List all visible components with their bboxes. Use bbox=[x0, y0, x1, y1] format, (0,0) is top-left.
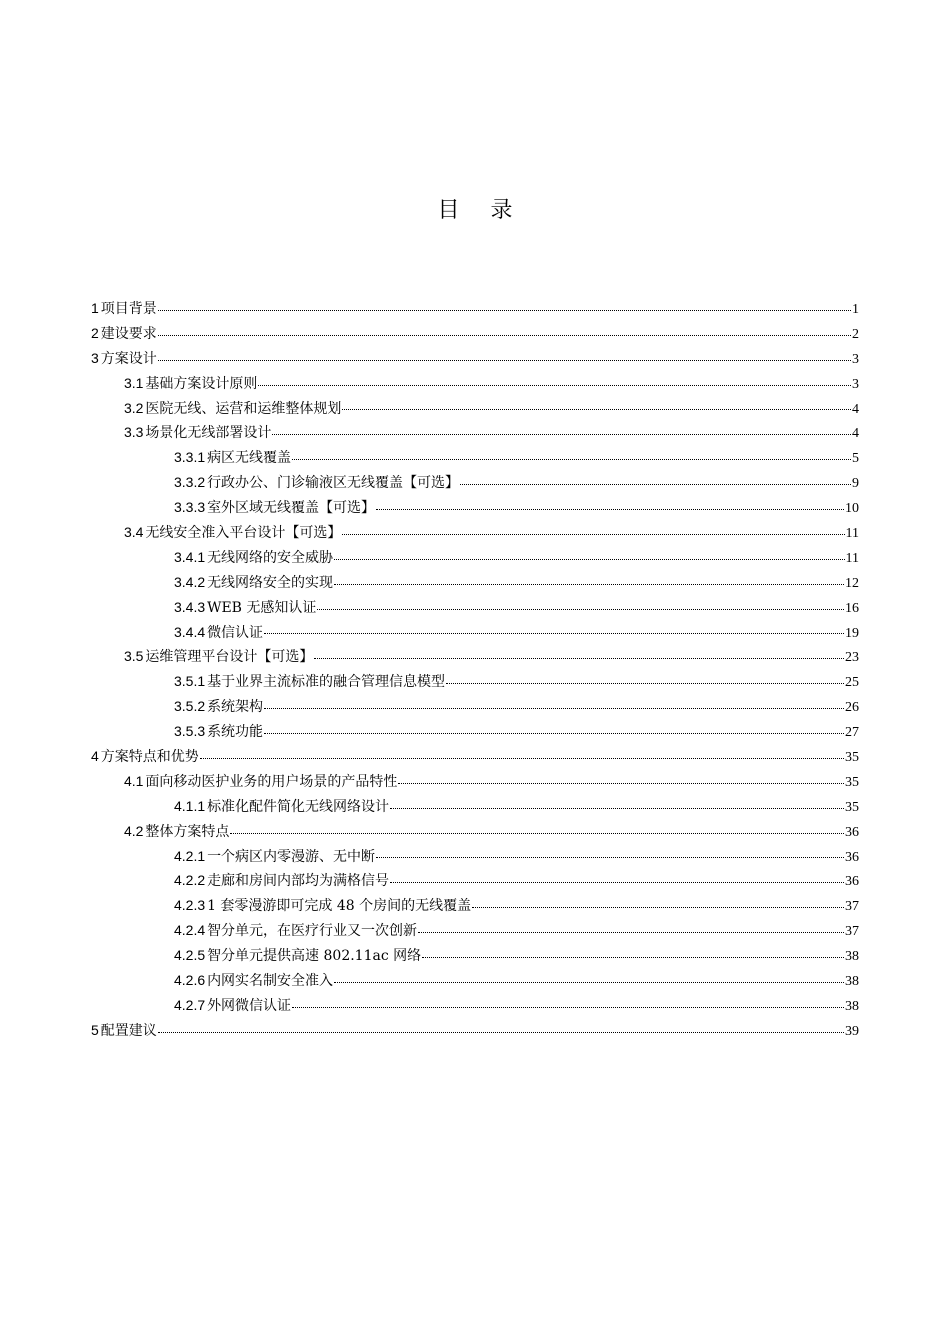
toc-entry-label: 外网微信认证 bbox=[207, 997, 292, 1014]
toc-entry-number: 3.4.2 bbox=[174, 573, 206, 590]
toc-dot-leader bbox=[317, 609, 844, 610]
toc-entry[interactable] bbox=[91, 993, 859, 1018]
toc-entry[interactable] bbox=[91, 893, 859, 918]
toc-dot-leader bbox=[342, 534, 844, 535]
toc-entry-label: 方案设计 bbox=[100, 350, 157, 367]
toc-entry-label: 项目背景 bbox=[100, 301, 157, 317]
toc-entry[interactable] bbox=[91, 495, 859, 520]
toc-entry-number: 4.2 bbox=[124, 822, 144, 839]
toc-entry-page-number: 26 bbox=[845, 700, 859, 716]
toc-entry[interactable] bbox=[91, 644, 859, 669]
toc-dot-leader bbox=[334, 584, 844, 585]
toc-entry-number: 3.4 bbox=[124, 524, 144, 541]
toc-entry[interactable] bbox=[91, 321, 859, 346]
toc-entry-number: 4.2.1 bbox=[174, 847, 206, 864]
toc-entry-page-number: 35 bbox=[845, 799, 859, 815]
toc-entry[interactable] bbox=[91, 819, 859, 844]
toc-entry-page-number: 36 bbox=[845, 824, 859, 840]
toc-entry-label: WEB 无感知认证 bbox=[207, 599, 317, 616]
toc-entry[interactable] bbox=[91, 719, 859, 744]
toc-entry-label: 面向移动医护业务的用户场景的产品特性 bbox=[145, 773, 398, 790]
toc-entry-label: 微信认证 bbox=[207, 624, 264, 641]
toc-entry-label: 无线安全准入平台设计【可选】 bbox=[145, 525, 342, 542]
toc-entry[interactable] bbox=[91, 570, 859, 595]
toc-entry-number: 4.2.7 bbox=[174, 996, 206, 1013]
toc-dot-leader bbox=[472, 907, 844, 908]
toc-entry[interactable] bbox=[91, 769, 859, 794]
toc-entry-label: 配置建议 bbox=[100, 1022, 157, 1039]
toc-dot-leader bbox=[446, 683, 844, 684]
toc-entry-page-number: 5 bbox=[852, 451, 859, 467]
toc-entry-page-number: 23 bbox=[845, 650, 859, 666]
toc-entry-label: 整体方案特点 bbox=[145, 823, 230, 840]
table-of-contents bbox=[91, 296, 859, 1043]
toc-dot-leader bbox=[258, 385, 851, 386]
toc-entry-number: 5 bbox=[91, 1021, 99, 1038]
toc-entry-page-number: 1 bbox=[852, 302, 859, 317]
toc-entry-number: 4.2.4 bbox=[174, 922, 206, 939]
toc-entry-page-number: 36 bbox=[845, 849, 859, 865]
toc-entry-page-number: 27 bbox=[845, 725, 859, 741]
toc-entry[interactable] bbox=[91, 694, 859, 719]
toc-entry[interactable] bbox=[91, 620, 859, 645]
toc-entry-number: 3.4.1 bbox=[174, 548, 206, 565]
toc-dot-leader bbox=[264, 733, 844, 734]
toc-entry-page-number: 38 bbox=[845, 998, 859, 1014]
toc-entry-label: 内网实名制安全准入 bbox=[207, 973, 334, 990]
toc-dot-leader bbox=[422, 957, 844, 958]
toc-dot-leader bbox=[200, 758, 844, 759]
toc-entry-page-number: 3 bbox=[852, 351, 859, 367]
toc-dot-leader bbox=[334, 982, 844, 983]
toc-entry-label: 1 套零漫游即可完成 48 个房间的无线覆盖 bbox=[207, 898, 472, 915]
toc-dot-leader bbox=[158, 360, 851, 361]
page-title: 目 录 bbox=[437, 198, 525, 223]
toc-entry-number: 3.5.1 bbox=[174, 673, 206, 690]
toc-dot-leader bbox=[342, 409, 851, 410]
toc-entry-page-number: 37 bbox=[845, 924, 859, 940]
toc-entry-label: 无线网络安全的实现 bbox=[207, 574, 334, 591]
toc-entry-number: 4.1.1 bbox=[174, 797, 206, 814]
toc-dot-leader bbox=[230, 833, 844, 834]
toc-entry-label: 行政办公、门诊输液区无线覆盖【可选】 bbox=[207, 475, 460, 492]
toc-entry[interactable] bbox=[91, 918, 859, 943]
toc-entry-number: 4.1 bbox=[124, 772, 144, 789]
toc-entry[interactable] bbox=[91, 968, 859, 993]
toc-dot-leader bbox=[264, 633, 844, 634]
toc-entry-number: 3.4.3 bbox=[174, 598, 206, 615]
toc-entry[interactable] bbox=[91, 545, 859, 570]
toc-entry-page-number: 16 bbox=[845, 600, 859, 616]
toc-dot-leader bbox=[390, 882, 844, 883]
toc-entry[interactable] bbox=[91, 868, 859, 893]
toc-entry-label: 标准化配件简化无线网络设计 bbox=[207, 798, 390, 815]
toc-entry-label: 系统功能 bbox=[207, 724, 264, 741]
toc-dot-leader bbox=[314, 658, 844, 659]
toc-entry-label: 方案特点和优势 bbox=[100, 749, 199, 766]
toc-dot-leader bbox=[376, 509, 844, 510]
toc-entry[interactable] bbox=[91, 371, 859, 396]
toc-entry-page-number: 3 bbox=[852, 376, 859, 392]
toc-entry-number: 3.3.3 bbox=[174, 499, 206, 516]
toc-entry-number: 4 bbox=[91, 748, 99, 765]
toc-entry-page-number: 11 bbox=[845, 526, 859, 542]
toc-entry-page-number: 35 bbox=[845, 750, 859, 766]
toc-entry-number: 3 bbox=[91, 349, 99, 366]
toc-dot-leader bbox=[418, 932, 844, 933]
toc-entry[interactable] bbox=[91, 595, 859, 620]
toc-entry-number: 3.4.4 bbox=[174, 623, 206, 640]
toc-entry-page-number: 35 bbox=[845, 774, 859, 790]
toc-entry-label: 医院无线、运营和运维整体规划 bbox=[145, 400, 342, 417]
toc-entry-number: 4.2.3 bbox=[174, 897, 206, 914]
toc-entry-page-number: 37 bbox=[845, 899, 859, 915]
toc-entry[interactable] bbox=[91, 296, 859, 321]
toc-entry[interactable] bbox=[91, 420, 859, 445]
toc-entry-number: 3.2 bbox=[124, 399, 144, 416]
toc-dot-leader bbox=[292, 459, 851, 460]
toc-entry-label: 运维管理平台设计【可选】 bbox=[145, 649, 314, 666]
toc-entry-number: 3.3 bbox=[124, 424, 144, 441]
toc-entry-number: 1 bbox=[91, 300, 99, 316]
toc-entry-label: 系统架构 bbox=[207, 699, 264, 716]
toc-entry-number: 3.5 bbox=[124, 648, 144, 665]
toc-entry-label: 智分单元，在医疗行业又一次创新 bbox=[207, 923, 418, 940]
toc-entry-number: 4.2.5 bbox=[174, 947, 206, 964]
toc-entry-page-number: 25 bbox=[845, 675, 859, 691]
toc-entry-number: 3.5.3 bbox=[174, 723, 206, 740]
toc-dot-leader bbox=[158, 1032, 844, 1033]
toc-entry-label: 建设要求 bbox=[100, 325, 157, 342]
toc-entry-label: 病区无线覆盖 bbox=[207, 450, 292, 467]
toc-entry-page-number: 4 bbox=[852, 426, 859, 442]
toc-entry[interactable] bbox=[91, 844, 859, 869]
toc-entry-label: 一个病区内零漫游、无中断 bbox=[207, 848, 376, 865]
toc-entry-number: 3.3.1 bbox=[174, 449, 206, 466]
toc-entry-page-number: 9 bbox=[852, 476, 859, 492]
toc-entry-number: 2 bbox=[91, 324, 99, 341]
toc-entry[interactable] bbox=[91, 470, 859, 495]
toc-entry-page-number: 19 bbox=[845, 625, 859, 641]
toc-dot-leader bbox=[158, 335, 851, 336]
toc-dot-leader bbox=[460, 484, 851, 485]
toc-entry[interactable] bbox=[91, 794, 859, 819]
toc-entry-label: 基于业界主流标准的融合管理信息模型 bbox=[207, 674, 446, 691]
toc-entry[interactable] bbox=[91, 520, 859, 545]
toc-dot-leader bbox=[398, 783, 844, 784]
toc-entry-page-number: 2 bbox=[852, 326, 859, 342]
toc-entry[interactable] bbox=[91, 943, 859, 968]
toc-entry-number: 3.5.2 bbox=[174, 698, 206, 715]
toc-entry[interactable] bbox=[91, 396, 859, 421]
toc-entry[interactable] bbox=[91, 445, 859, 470]
toc-entry-label: 智分单元提供高速 802.11ac 网络 bbox=[207, 948, 422, 965]
toc-dot-leader bbox=[292, 1007, 844, 1008]
toc-entry-page-number: 11 bbox=[845, 550, 859, 566]
toc-dot-leader bbox=[272, 434, 851, 435]
toc-entry[interactable] bbox=[91, 346, 859, 371]
toc-entry-label: 室外区域无线覆盖【可选】 bbox=[207, 500, 376, 517]
toc-entry-page-number: 38 bbox=[845, 974, 859, 990]
toc-entry-label: 无线网络的安全威胁 bbox=[207, 549, 334, 566]
toc-entry-number: 4.2.2 bbox=[174, 872, 206, 889]
toc-entry[interactable] bbox=[91, 669, 859, 694]
toc-entry-label: 走廊和房间内部均为满格信号 bbox=[207, 873, 390, 890]
toc-entry-page-number: 10 bbox=[845, 501, 859, 517]
toc-dot-leader bbox=[334, 559, 844, 560]
toc-entry-page-number: 12 bbox=[845, 575, 859, 591]
toc-dot-leader bbox=[376, 857, 844, 858]
toc-entry-page-number: 39 bbox=[845, 1023, 859, 1039]
toc-entry-page-number: 36 bbox=[845, 874, 859, 890]
toc-entry-label: 基础方案设计原则 bbox=[145, 375, 258, 392]
toc-entry-label: 场景化无线部署设计 bbox=[145, 425, 272, 442]
toc-entry-number: 3.1 bbox=[124, 374, 144, 391]
toc-dot-leader bbox=[390, 808, 844, 809]
toc-entry-page-number: 38 bbox=[845, 949, 859, 965]
toc-entry-number: 3.3.2 bbox=[174, 474, 206, 491]
toc-dot-leader bbox=[264, 708, 844, 709]
toc-entry-number: 4.2.6 bbox=[174, 972, 206, 989]
toc-entry-page-number: 4 bbox=[852, 401, 859, 417]
toc-dot-leader bbox=[158, 310, 851, 311]
